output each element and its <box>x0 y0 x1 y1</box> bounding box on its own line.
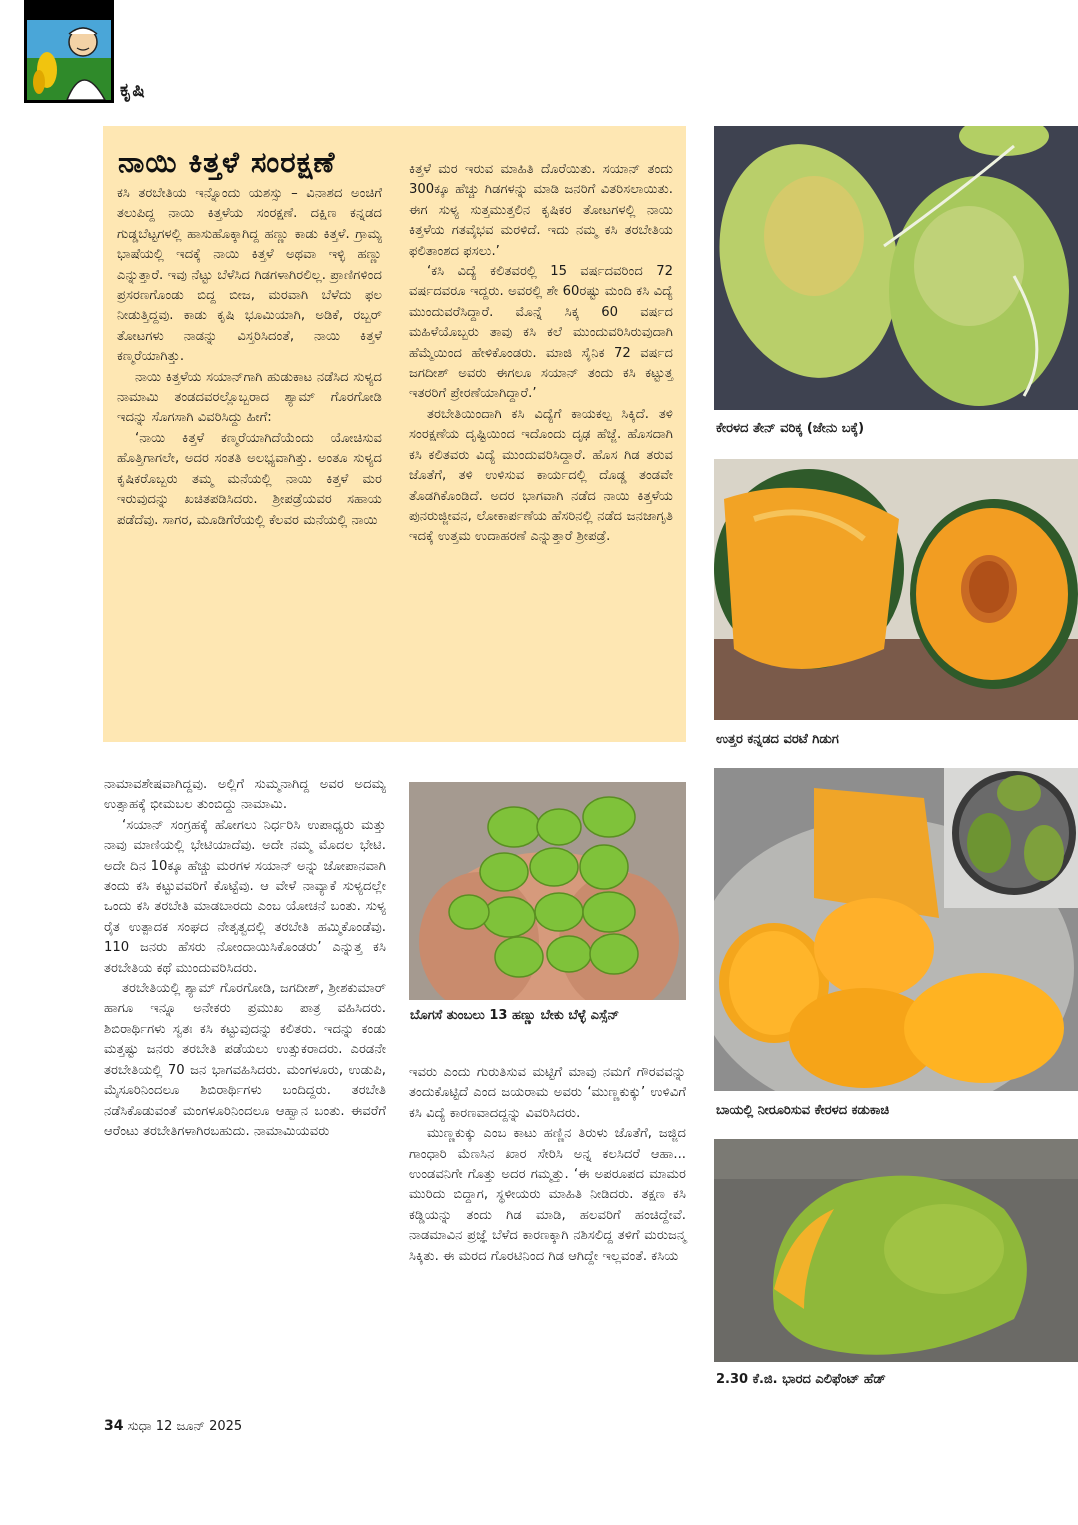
paragraph: ಮುಣ್ಣಕುಕ್ಕು ಎಂಬ ಕಾಟು ಹಣ್ಣಿನ ತಿರುಳು ಜೊತೆಗೆ, ಜಜ್ಜಿದ ಗಾಂಧಾರಿ ಮೆಣಸಿನ ಖಾರ ಸೇರಿಸಿ ಅನ್ನ ಕಲಸಿದರೆ ಆಹಾ... ಉಂಡವನಿಗೇ ಗೊತ್ತು ಅದರ ಗಮ್ಮತ್ತು. ‘ಈ ಅಪರೂಪದ ಮಾಮರ ಮುರಿದು ಬಿದ್ದಾಗ, ಸ್ಥಳೀಯರು ಮಾಹಿತಿ ನೀಡಿದರು. ತಕ್ಷಣ ಕಸಿ ಕಡ್ಡಿಯನ್ನು ತಂದು ಗಿಡ ಮಾಡಿ, ಹಲವರಿಗೆ ಹಂಚಿದ್ದೇವೆ. ನಾಡಮಾವಿನ ಪ್ರಜ್ಞೆ ಬೆಳೆದ ಕಾರಣಕ್ಕಾಗಿ ನಶಿಸಲಿದ್ದ ತಳಿಗೆ ಮರುಜನ್ಮ ಸಿಕ್ಕಿತು. ಈ ಮರದ ಗೊರಟಿನಿಂದ ಗಿಡ ಆಗಿದ್ದೇ ಇಲ್ಲವಂತೆ. ಕಸಿಯ <box>409 1126 686 1264</box>
photo-elephant-head <box>714 1139 1078 1362</box>
magazine-name: ಸುಧಾ <box>127 1419 152 1434</box>
caption-photo-3: ಬಾಯಲ್ಲಿ ನೀರೂರಿಸುವ ಕೇರಳದ ಕಡುಕಾಚಿ <box>716 1103 890 1118</box>
paragraph: ನಾಮಾವಶೇಷವಾಗಿದ್ದವು. ಅಲ್ಲಿಗೆ ಸುಮ್ಮನಾಗಿದ್ದ ಅವರ ಅದಮ್ಯ ಉತ್ಸಾಹಕ್ಕೆ ಭೀಮಬಲ ತುಂಬಿದ್ದು ನಾಮಾಮಿ. <box>104 777 386 813</box>
paragraph: ಕಿತ್ತಳೆ ಮರ ಇರುವ ಮಾಹಿತಿ ದೊರೆಯಿತು. ಸಯಾನ್ ತಂದು 300ಕ್ಕೂ ಹೆಚ್ಚು ಗಿಡಗಳನ್ನು ಮಾಡಿ ಜನರಿಗೆ ವಿತರಿಸಲಾಯಿತು. ಈಗ ಸುಳ್ಯ ಸುತ್ತಮುತ್ತಲಿನ ಕೃಷಿಕರ ತೋಟಗಳಲ್ಲಿ ನಾಯಿ ಕಿತ್ತಳೆಯ ಗತವೈಭವ ಮರಳಿದೆ. ಇದು ನಮ್ಮ ಕಸಿ ತರಬೇತಿಯ ಫಲಿತಾಂಶದ ಫಸಲು.’ <box>409 162 673 259</box>
photo-then-varikka <box>714 126 1078 410</box>
photo-green-mangoes <box>409 782 686 1000</box>
photo-varate-giduga <box>714 459 1078 720</box>
paragraph: ಇವರು ಎಂದು ಗುರುತಿಸುವ ಮಟ್ಟಿಗೆ ಮಾವು ನಮಗೆ ಗೌರವವನ್ನು ತಂದುಕೊಟ್ಟಿದೆ ಎಂದ ಜಯರಾಮ ಅವರು ‘ಮುಣ್ಣಕುಕ್ಕು’ ಉಳಿವಿಗೆ ಕಸಿ ವಿದ್ಯೆ ಕಾರಣವಾದದ್ದನ್ನು ವಿವರಿಸಿದರು. <box>409 1065 686 1121</box>
paragraph: ನಾಯಿ ಕಿತ್ತಳೆಯ ಸಯಾನ್‌ಗಾಗಿ ಹುಡುಕಾಟ ನಡೆಸಿದ ಸುಳ್ಯದ ನಾಮಾಮಿ ತಂಡದವರಲ್ಲೊಬ್ಬರಾದ ಶ್ಯಾಮ್ ಗೊರಗೋಡಿ ಇದನ್ನು ಸೊಗಸಾಗಿ ವಿವರಿಸಿದ್ದು ಹೀಗೆ: <box>117 369 382 426</box>
caption-photo-2: ಉತ್ತರ ಕನ್ನಡದ ವರಟೆ ಗಿಡುಗ <box>716 732 839 747</box>
section-label: ಕೃಷಿ <box>120 80 146 101</box>
paragraph: ‘ನಾಯಿ ಕಿತ್ತಳೆ ಕಣ್ಮರೆಯಾಗಿದೆಯೆಂದು ಯೋಚಿಸುವ ಹೊತ್ತಿಗಾಗಲೇ, ಅದರ ಸಂತತಿ ಅಲಭ್ಯವಾಗಿತ್ತು. ಅಂತೂ ಸುಳ್ಯದ ಕೃಷಿಕರೊಬ್ಬರು ತಮ್ಮ ಮನೆಯಲ್ಲಿ ನಾಯಿ ಕಿತ್ತಳೆ ಮರ ಇರುವುದನ್ನು ಖಚಿತಪಡಿಸಿದರು. ಶ್ರೀಪಡ್ರೆಯವರ ಸಹಾಯ ಪಡೆದೆವು. ಸಾಗರ, ಮೂಡಿಗೆರೆಯಲ್ಲಿ ಕೆಲವರ ಮನೆಯಲ್ಲಿ ನಾಯಿ <box>117 430 382 528</box>
caption-photo-4: 2.30 ಕೆ.ಜಿ. ಭಾರದ ಎಲಿಫೆಂಟ್ ಹೆಡ್ <box>716 1372 886 1387</box>
article-headline: ನಾಯಿ ಕಿತ್ತಳೆ ಸಂರಕ್ಷಣೆ <box>118 145 336 179</box>
section-logo <box>24 0 114 103</box>
paragraph: ಕಸಿ ತರಬೇತಿಯ ಇನ್ನೊಂದು ಯಶಸ್ಸು – ವಿನಾಶದ ಅಂಚಿಗೆ ತಲುಪಿದ್ದ ನಾಯಿ ಕಿತ್ತಳೆಯ ಸಂರಕ್ಷಣೆ. ದಕ್ಷಿಣ ಕನ್ನಡದ ಗುಡ್ಡಬೆಟ್ಟಗಳಲ್ಲಿ ಹಾಸುಹೊಕ್ಕಾಗಿದ್ದ ಹಣ್ಣು ಕಾಡು ಕಿತ್ತಳೆ. ಗ್ರಾಮ್ಯ ಭಾಷೆಯಲ್ಲಿ ಇದಕ್ಕೆ ನಾಯಿ ಕಿತ್ತಳೆ ಅಥವಾ ಇಳ್ಳಿ ಹಣ್ಣು ಎನ್ನುತ್ತಾರೆ. ಇವು ನೆಟ್ಟು ಬೆಳೆಸಿದ ಗಿಡಗಳಾಗಿರಲಿಲ್ಲ. ಪ್ರಾಣಿಗಳಿಂದ ಪ್ರಸರಣಗೊಂಡು ಬಿದ್ದ ಬೀಜ, ಮರವಾಗಿ ಬೆಳೆದು ಫಲ ನೀಡುತ್ತಿದ್ದವು. ಕಾಡು ಕೃಷಿ ಭೂಮಿಯಾಗಿ, ಅಡಿಕೆ, ರಬ್ಬರ್ ತೋಟಗಳು ನಾಡನ್ನು ವಿಸ್ತರಿಸಿದಂತೆ, ನಾಯಿ ಕಿತ್ತಳೆ ಕಣ್ಮರೆಯಾಗಿತ್ತು. <box>117 186 382 365</box>
paragraph: ತರಬೇತಿಯಿಂದಾಗಿ ಕಸಿ ವಿದ್ಯೆಗೆ ಕಾಯಕಲ್ಪ ಸಿಕ್ಕಿದೆ. ತಳಿ ಸಂರಕ್ಷಣೆಯ ದೃಷ್ಟಿಯಿಂದ ಇದೊಂದು ದೃಢ ಹೆಜ್ಜೆ. ಹೊಸದಾಗಿ ಕಸಿ ಕಲಿತವರು ವಿದ್ಯೆ ಮುಂದುವರಿಸಿದ್ದಾರೆ. ಹೊಸ ಗಿಡ ತರುವ ಜೊತೆಗೆ, ತಳಿ ಉಳಿಸುವ ಕಾರ್ಯದಲ್ಲಿ ದೊಡ್ಡ ತಂಡವೇ ತೊಡಗಿಕೊಂಡಿದೆ. ಅದರ ಭಾಗವಾಗಿ ನಡೆದ ನಾಯಿ ಕಿತ್ತಳೆಯ ಪುನರುಜ್ಜೀವನ, ಲೋಕಾರ್ಪಣೆಯ ಹೆಸರಿನಲ್ಲಿ ನಡೆದ ಜನಜಾಗೃತಿ ಇದಕ್ಕೆ ಉತ್ತಮ ಉದಾಹರಣೆ ಎನ್ನುತ್ತಾರೆ ಶ್ರೀಪಡ್ರೆ. <box>409 406 673 545</box>
photo-kadukaachi <box>714 768 1078 1091</box>
page-footer <box>104 1418 242 1434</box>
caption-center-photo: ಬೊಗಸೆ ತುಂಬಲು 13 ಹಣ್ಣು ಬೇಕು ಬೆಳ್ಳೆ ಎಸ್ಸೆನ್ <box>410 1008 620 1023</box>
issue-date: 12 ಜೂನ್ 2025 <box>155 1419 243 1434</box>
paragraph: ‘ಸಯಾನ್ ಸಂಗ್ರಹಕ್ಕೆ ಹೋಗಲು ನಿರ್ಧರಿಸಿ ಉಪಾಧ್ಯರು ಮತ್ತು ನಾವು ಮಾಣಿಯಲ್ಲಿ ಭೇಟಿಯಾದೆವು. ಅದೇ ನಮ್ಮ ಮೊದಲ ಭೇಟಿ. ಅದೇ ದಿನ 10ಕ್ಕೂ ಹೆಚ್ಚು ಮರಗಳ ಸಯಾನ್ ಅನ್ನು ಜೋಪಾನವಾಗಿ ತಂದು ಕಸಿ ಕಟ್ಟುವವರಿಗೆ ಕೊಟ್ಟೆವು. ಆ ವೇಳೆ ನಾವ್ಯಾಕೆ ಸುಳ್ಯದಲ್ಲೇ ಒಂದು ಕಸಿ ತರಬೇತಿ ಮಾಡಬಾರದು ಎಂಬ ಯೋಚನೆ ಬಂತು. ಸುಳ್ಯ ರೈತ ಉತ್ಪಾದಕ ಸಂಘದ ನೇತೃತ್ವದಲ್ಲಿ ತರಬೇತಿ ಹಮ್ಮಿಕೊಂಡೆವು. 110 ಜನರು ಹೆಸರು ನೋಂದಾಯಿಸಿಕೊಂಡರು’ ಎನ್ನುತ್ತ ಕಸಿ ತರಬೇತಿಯ ಕಥೆ ಮುಂದುವರಿಸಿದರು. <box>104 817 386 976</box>
column-4 <box>409 1063 686 1267</box>
page-number: 34 <box>104 1418 124 1434</box>
column-1 <box>117 184 382 531</box>
paragraph: ತರಬೇತಿಯಲ್ಲಿ ಶ್ಯಾಮ್ ಗೊರಗೋಡಿ, ಜಗದೀಶ್, ಶ್ರೀಶಕುಮಾರ್ ಹಾಗೂ ಇನ್ನೂ ಅನೇಕರು ಪ್ರಮುಖ ಪಾತ್ರ ವಹಿಸಿದರು. ಶಿಬಿರಾರ್ಥಿಗಳು ಸ್ವತಃ ಕಸಿ ಕಟ್ಟುವುದನ್ನು ಕಲಿತರು. ಇದನ್ನು ಕಂಡು ಮತ್ತಷ್ಟು ಜನರು ತರಬೇತಿ ಪಡೆಯಲು ಉತ್ಸುಕರಾದರು. ಎರಡನೇ ತರಬೇತಿಯಲ್ಲಿ 70 ಜನ ಭಾಗವಹಿಸಿದರು. ಮಂಗಳೂರು, ಉಡುಪಿ, ಮೈಸೂರಿನಿಂದಲೂ ಶಿಬಿರಾರ್ಥಿಗಳು ಬಂದಿದ್ದರು. ತರಬೇತಿ ನಡೆಸಿಕೊಡುವಂತೆ ಮಂಗಳೂರಿನಿಂದಲೂ ಆಹ್ವಾನ ಬಂತು. ಈವರೆಗೆ ಆರೆಂಟು ತರಬೇತಿಗಳಾಗಿರಬಹುದು. ನಾಮಾಮಿಯವರು <box>104 981 386 1139</box>
farmer-illustration <box>27 20 111 100</box>
caption-photo-1: ಕೇರಳದ ತೇನ್ ವರಿಕ್ಕ (ಜೇನು ಬಕ್ಕೆ) <box>716 421 865 436</box>
paragraph: ‘ಕಸಿ ವಿದ್ಯೆ ಕಲಿತವರಲ್ಲಿ 15 ವರ್ಷದವರಿಂದ 72 ವರ್ಷದವರೂ ಇದ್ದರು. ಅವರಲ್ಲಿ ಶೇ 60ರಷ್ಟು ಮಂದಿ ಕಸಿ ವಿದ್ಯೆ ಮುಂದುವರೆಸಿದ್ದಾರೆ. ಮೊನ್ನೆ ಸಿಕ್ಕ 60 ವರ್ಷದ ಮಹಿಳೆಯೊಬ್ಬರು ತಾವು ಕಸಿ ಕಲೆ ಮುಂದುವರಿಸಿರುವುದಾಗಿ ಹೆಮ್ಮೆಯಿಂದ ಹೇಳಿಕೊಂಡರು. ಮಾಜಿ ಸೈನಿಕ 72 ವರ್ಷದ ಜಗದೀಶ್ ಅವರು ಈಗಲೂ ಸಯಾನ್ ತಂದು ಕಸಿ ಕಟ್ಟುತ್ತ ಇತರರಿಗೆ ಪ್ರೇರಣೆಯಾಗಿದ್ದಾರೆ.’ <box>409 264 673 402</box>
column-3 <box>104 775 386 1142</box>
column-2 <box>409 160 673 548</box>
